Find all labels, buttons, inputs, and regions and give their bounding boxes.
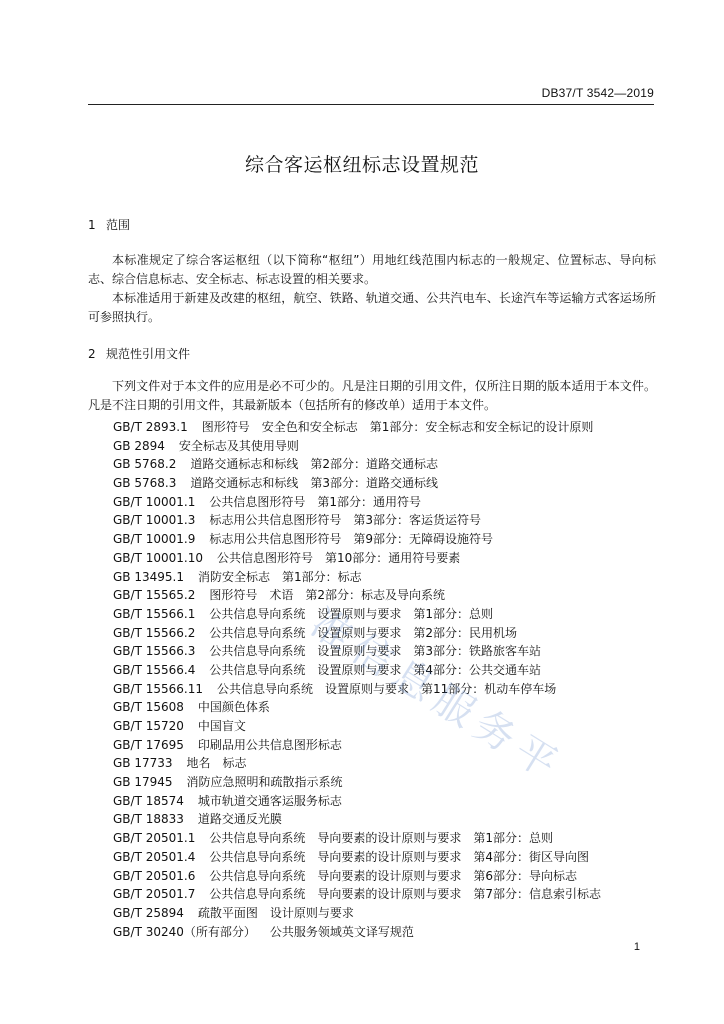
reference-item <box>113 923 601 942</box>
reference-title: 公共服务领域英文译写规范 <box>269 924 414 939</box>
watermark-glyph: 服 <box>424 676 483 737</box>
reference-code: GB/T 20501.6 <box>113 868 196 883</box>
reference-title: 标志用公共信息图形符号 第9部分：无障碍设施符号 <box>209 532 493 547</box>
reference-item <box>113 829 601 848</box>
reference-item <box>113 493 601 512</box>
reference-title: 公共信息导向系统 导向要素的设计原则与要求 第1部分：总则 <box>209 831 553 846</box>
watermark-glyph: 平 <box>506 727 565 788</box>
reference-code: GB/T 20501.1 <box>113 831 196 846</box>
reference-code: GB/T 15566.11 <box>113 681 203 696</box>
reference-title: 地名 标志 <box>186 756 247 771</box>
reference-item <box>113 437 601 456</box>
reference-title: 公共信息图形符号 第1部分：通用符号 <box>209 494 421 509</box>
reference-item <box>113 418 601 437</box>
reference-code: GB/T 10001.10 <box>113 550 203 565</box>
reference-code: GB/T 25894 <box>113 905 184 920</box>
reference-code: GB/T 18574 <box>113 793 184 808</box>
reference-item <box>113 848 601 867</box>
reference-code: GB 2894 <box>113 438 165 453</box>
reference-code: GB/T 20501.4 <box>113 849 196 864</box>
reference-item <box>113 885 601 904</box>
watermark-glyph: 信 <box>343 625 402 686</box>
reference-title: 中国盲文 <box>197 719 246 733</box>
reference-code: GB 5768.2 <box>113 457 177 472</box>
reference-item <box>113 810 601 829</box>
reference-item <box>113 792 601 811</box>
section-title: 范围 <box>106 218 131 232</box>
reference-list <box>113 418 601 941</box>
reference-item <box>113 530 601 549</box>
reference-item <box>113 698 601 717</box>
section-number: 2 <box>88 347 96 361</box>
reference-title: 公共信息图形符号 第10部分：通用符号要素 <box>216 550 461 565</box>
reference-item <box>113 549 601 568</box>
reference-item <box>113 474 601 493</box>
page-number: 1 <box>633 941 640 953</box>
reference-title: 印刷品用公共信息图形标志 <box>197 737 342 752</box>
reference-code: GB/T 15565.2 <box>113 588 196 603</box>
reference-title: 中国颜色体系 <box>197 700 270 715</box>
reference-title: 城市轨道交通客运服务标志 <box>197 793 342 808</box>
reference-title: 图形符号 安全色和安全标志 第1部分：安全标志和安全标记的设计原则 <box>201 420 594 434</box>
reference-code: GB/T 2893.1 <box>113 420 188 434</box>
references-intro-paragraph: 下列文件对于本文件的应用是必不可少的。凡是注日期的引用文件，仅所注日期的版本适用于本文件。凡是不注日期的引用文件，其最新版本（包括所有的修改单）适用于本文件。 <box>88 379 656 412</box>
reference-title: 公共信息导向系统 导向要素的设计原则与要求 第7部分：信息索引标志 <box>209 887 601 902</box>
reference-item <box>113 717 601 736</box>
reference-title: 道路交通标志和标线 第3部分：道路交通标线 <box>190 476 438 491</box>
document-title: 综合客运枢纽标志设置规范 <box>244 154 479 176</box>
watermark-glyph: 息 <box>383 650 443 712</box>
section-title: 规范性引用文件 <box>106 347 191 361</box>
reference-code: GB 17945 <box>113 775 173 790</box>
reference-code: GB/T 10001.3 <box>113 513 196 528</box>
reference-title: 道路交通反光膜 <box>197 812 282 827</box>
reference-code: GB/T 30240（所有部分） <box>113 924 256 939</box>
reference-item <box>113 867 601 886</box>
reference-title: 图形符号 术语 第2部分：标志及导向系统 <box>209 588 445 603</box>
reference-item <box>113 568 601 587</box>
reference-code: GB/T 15720 <box>113 719 184 733</box>
standard-code: DB37/T 3542—2019 <box>541 86 654 100</box>
scope-paragraph-1: 本标准规定了综合客运枢纽（以下简称“枢纽”）用地红线范围内标志的一般规定、位置标志、导向标志、综合信息标志、安全标志、标志设置的相关要求。 <box>88 253 656 286</box>
section-heading-scope <box>88 216 130 233</box>
reference-code: GB/T 10001.9 <box>113 532 196 547</box>
reference-item <box>113 736 601 755</box>
reference-title: 公共信息导向系统 设置原则与要求 第1部分：总则 <box>209 606 493 621</box>
reference-title: 标志用公共信息图形符号 第3部分：客运货运符号 <box>209 513 481 528</box>
header-rule <box>88 104 654 105</box>
reference-item <box>113 605 601 624</box>
reference-title: 安全标志及其使用导则 <box>178 438 299 453</box>
reference-title: 公共信息导向系统 设置原则与要求 第3部分：铁路旅客车站 <box>209 644 541 659</box>
reference-item <box>113 773 601 792</box>
reference-code: GB 13495.1 <box>113 569 184 584</box>
reference-title: 消防应急照明和疏散指示系统 <box>186 775 343 790</box>
reference-item <box>113 754 601 773</box>
reference-code: GB 5768.3 <box>113 476 177 491</box>
reference-code: GB/T 15566.4 <box>113 662 196 677</box>
watermark-glyph: 准 <box>302 599 361 661</box>
section-number: 1 <box>88 218 96 232</box>
reference-title: 疏散平面图 设计原则与要求 <box>197 905 354 920</box>
reference-title: 公共信息导向系统 设置原则与要求 第4部分：公共交通车站 <box>209 662 541 677</box>
reference-item <box>113 661 601 680</box>
reference-item <box>113 586 601 605</box>
reference-item <box>113 624 601 643</box>
reference-code: GB/T 15566.3 <box>113 644 196 659</box>
reference-title: 公共信息导向系统 导向要素的设计原则与要求 第4部分：街区导向图 <box>209 849 589 864</box>
reference-code: GB/T 15608 <box>113 700 184 715</box>
reference-item <box>113 642 601 661</box>
reference-item <box>113 511 601 530</box>
watermark-glyph: 务 <box>465 701 524 762</box>
scope-paragraph-2: 本标准适用于新建及改建的枢纽，航空、铁路、轨道交通、公共汽电车、长途汽车等运输方式客运场所可参照执行。 <box>88 291 656 324</box>
reference-title: 公共信息导向系统 导向要素的设计原则与要求 第6部分：导向标志 <box>209 868 577 883</box>
reference-code: GB 17733 <box>113 756 173 771</box>
reference-code: GB/T 18833 <box>113 812 184 827</box>
reference-item <box>113 680 601 699</box>
reference-code: GB/T 10001.1 <box>113 494 196 509</box>
reference-title: 道路交通标志和标线 第2部分：道路交通标志 <box>190 457 438 472</box>
reference-title: 公共信息导向系统 设置原则与要求 第2部分：民用机场 <box>209 625 517 640</box>
reference-item <box>113 455 601 474</box>
reference-item <box>113 904 601 923</box>
reference-code: GB/T 15566.2 <box>113 625 196 640</box>
section-heading-normative-references <box>88 345 190 362</box>
reference-code: GB/T 20501.7 <box>113 887 196 902</box>
reference-code: GB/T 17695 <box>113 737 184 752</box>
reference-title: 消防安全标志 第1部分：标志 <box>197 569 362 584</box>
reference-title: 公共信息导向系统 设置原则与要求 第11部分：机动车停车场 <box>216 681 557 696</box>
reference-code: GB/T 15566.1 <box>113 606 196 621</box>
